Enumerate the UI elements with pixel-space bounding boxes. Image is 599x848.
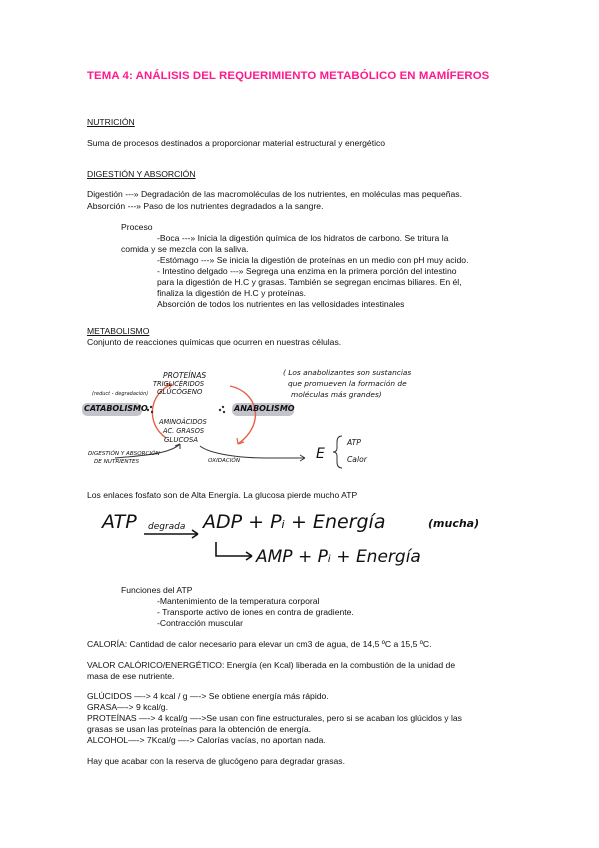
nutricion-heading: NUTRICIÓN: [87, 117, 135, 127]
catabolismo-label: CATABOLISMO: [84, 404, 148, 413]
calor-label: Calor: [347, 455, 367, 464]
nutriente-line: ALCOHOL—-> 7Kcal/g —-> Calorías vacías, no aportan nada.: [87, 735, 326, 745]
boca-line: -Boca ---» Inicia la digestión química de los hidratos de carbono. Se tritura la: [157, 233, 449, 243]
digabs-label-1: DIGESTIÓN Y ABSORCIÓN: [88, 451, 160, 457]
funcion-item: -Mantenimiento de la temperatura corporal: [157, 596, 320, 606]
funciones-heading: Funciones del ATP: [121, 585, 193, 595]
intestino-line-3: finaliza la digestión de H.C y proteínas.: [157, 288, 307, 298]
funcion-item: - Transporte activo de iones en contra de gradiente.: [157, 607, 354, 617]
absorcion-line: Absorción ---» Paso de los nutrientes degradados a la sangre.: [87, 201, 324, 211]
valor-calorico-line-1: VALOR CALÓRICO/ENERGÉTICO: Energía (en Kcal) liberada en la combustión de la unidad de: [87, 660, 456, 670]
energy-label: E: [316, 446, 325, 462]
page-title: TEMA 4: ANÁLISIS DEL REQUERIMIENTO METABÓLICO EN MAMÍFEROS: [87, 70, 490, 82]
note-line-2: que promueven la formación de: [288, 379, 407, 388]
aminoacidos-label: AMINOÁCIDOS: [159, 418, 207, 426]
note-line-3: moléculas más grandes): [291, 390, 382, 399]
atp-label: ATP: [347, 438, 361, 447]
anabolismo-label: ANABOLISMO: [234, 404, 295, 413]
boca-line-2: comida y se mezcla con la saliva.: [121, 244, 249, 254]
nutriente-line: GRASA—-> 9 kcal/g.: [87, 702, 168, 712]
atp-equation-2: AMP + Pᵢ + Energía: [256, 547, 421, 567]
digestion-line: Digestión ---» Degradación de las macromoléculas de los nutrientes, en moléculas mas pequeñas.: [87, 189, 462, 199]
atp-equation-degrada: degrada: [148, 522, 186, 532]
nutriente-line: grasas se usan las proteínas para la obtención de energía.: [87, 724, 312, 734]
atp-equation-1: ADP + Pᵢ + Energía: [203, 511, 386, 533]
nutriente-line: GLÚCIDOS —-> 4 kcal / g —-> Se obtiene energía más rápido.: [87, 691, 329, 701]
proceso-label: Proceso: [121, 222, 153, 232]
metabolismo-text: Conjunto de reacciones químicas que ocurren en nuestras células.: [87, 337, 342, 347]
note-line-1: ( Los anabolizantes son sustancias: [283, 368, 412, 377]
final-note: Hay que acabar con la reserva de glucógeno para degradar grasas.: [87, 756, 345, 766]
atp-equation-mucha: (mucha): [428, 517, 480, 530]
glucogeno-label: GLUCÓGENO: [157, 388, 203, 396]
oxidacion-label: OXIDACIÓN: [208, 458, 241, 464]
trigliceridos-label: TRIGLICÉRIDOS: [153, 380, 205, 388]
atp-text: Los enlaces fosfato son de Alta Energía. La glucosa pierde mucho ATP: [87, 490, 358, 500]
estomago-line: -Estómago ---» Se inicia la digestión de proteínas en un medio con pH muy acido.: [157, 255, 469, 265]
reduct-label: (reduct - degradación): [92, 391, 149, 397]
digestion-heading: DIGESTIÓN Y ABSORCIÓN: [87, 169, 196, 179]
intestino-line-2: para la digestión de H.C y grasas. También se segregan encimas biliares. En él,: [157, 277, 462, 287]
caloria-definition: CALORÍA: Cantidad de calor necesario para elevar un cm3 de agua, de 14,5 ºC a 15,5 ºC.: [87, 639, 432, 649]
nutricion-text: Suma de procesos destinados a proporcionar material estructural y energético: [87, 138, 386, 148]
intestino-line: - Intestino delgado ---» Segrega una enzima en la primera porción del intestino: [157, 266, 457, 276]
valor-calorico-line-2: masa de ese nutriente.: [87, 671, 175, 681]
oxidation-arrow: [200, 446, 305, 458]
proteinas-label: PROTEÍNAS: [163, 371, 207, 380]
acgrasos-label: AC. GRASOS: [163, 427, 205, 435]
atp-equation-atp: ATP: [102, 511, 137, 533]
nutriente-line: PROTEÍNAS —-> 4 kcal/g —->Se usan con fine estructurales, pero si se acaban los glúcidos y las: [87, 713, 462, 723]
absorcion-vellosidades: Absorción de todos los nutrientes en las vellosidades intestinales: [157, 299, 405, 309]
digabs-label-2: DE NUTRIENTES: [94, 459, 140, 465]
funcion-item: -Contracción muscular: [157, 618, 243, 628]
metabolismo-heading: METABOLISMO: [87, 326, 150, 336]
glucosa-label: GLUCOSA: [164, 436, 199, 444]
